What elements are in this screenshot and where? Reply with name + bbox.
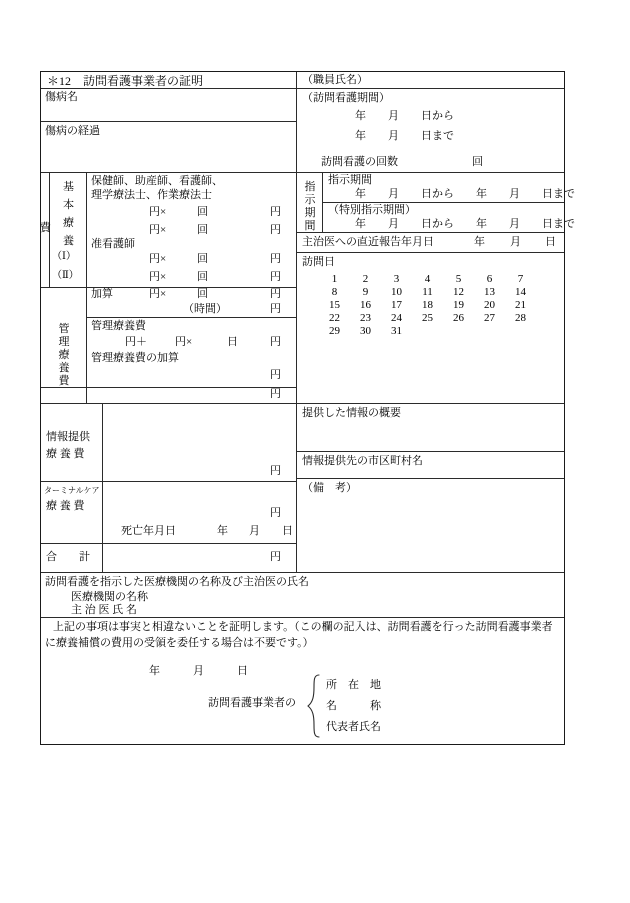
visit-day-15[interactable]: 15: [329, 299, 340, 311]
management-care-yen-plus[interactable]: 円＋: [125, 336, 147, 348]
institution-name-label: 医療機関の名称: [71, 591, 148, 603]
visit-day-22[interactable]: 22: [329, 312, 340, 324]
management-care-label-col: [41, 318, 87, 388]
provided-info-summary-cell[interactable]: [297, 404, 564, 452]
basic-care-row2-yen[interactable]: 円: [270, 224, 281, 236]
provided-info-summary-label: 提供した情報の概要: [302, 407, 401, 419]
visit-day-10[interactable]: 10: [391, 286, 402, 298]
visit-day-29[interactable]: 29: [329, 325, 340, 337]
basic-care-vertical-label: 基 本 療 養: [63, 181, 74, 247]
header-number: ＊12: [47, 74, 72, 88]
management-care-title: 管理療養費: [91, 320, 146, 332]
latest-report-cell[interactable]: [297, 233, 564, 253]
visit-day-23[interactable]: 23: [360, 312, 371, 324]
visit-day-2[interactable]: 2: [362, 273, 369, 285]
certification-line-2: に療養補償の費用の受領を委任する場合は不要です。）: [45, 637, 314, 649]
basic-care-outer-label: 費: [40, 222, 51, 234]
remarks-label: （備 考）: [302, 482, 357, 494]
visit-day-3[interactable]: 3: [393, 273, 400, 285]
basic-care-staff-line-1: 保健師、助産師、看護師、: [91, 175, 223, 187]
basic-care-row4-times-unit[interactable]: 回: [197, 271, 208, 283]
information-care-yen[interactable]: 円: [270, 465, 281, 477]
terminal-care-amount-cell[interactable]: [103, 482, 297, 544]
injury-name-label: 傷病名: [45, 91, 78, 103]
management-care-day-unit[interactable]: 日: [227, 336, 238, 348]
visiting-nursing-certification-form: [40, 71, 575, 745]
basic-care-row4-yen-times[interactable]: 円×: [149, 271, 167, 283]
visit-day-19[interactable]: 19: [453, 299, 464, 311]
basic-care-row3-yen-times[interactable]: 円×: [149, 253, 167, 265]
addition-label-spacer: [41, 288, 87, 318]
provided-info-municipality-label: 情報提供先の市区町村名: [302, 455, 423, 467]
nursing-period-from[interactable]: 年 月 日から: [355, 110, 454, 122]
terminal-care-label-1: ターミナルケア: [44, 486, 100, 495]
institution-cell[interactable]: [41, 573, 564, 618]
visit-day-8[interactable]: 8: [331, 286, 338, 298]
instruction-period-title: 指示期間: [328, 174, 372, 186]
provider-field-name[interactable]: 名 称: [326, 700, 381, 712]
terminal-care-label-2: 療 養 費: [46, 500, 85, 512]
certification-line-1: 上記の事項は事実と相違ないことを証明します。（この欄の記入は、訪問看護を行った訪問看護事業者: [53, 621, 553, 633]
visit-day-1[interactable]: 1: [331, 273, 338, 285]
management-care-yen-times[interactable]: 円×: [175, 336, 193, 348]
visit-day-18[interactable]: 18: [422, 299, 433, 311]
attending-doctor-label: 主 治 医 氏 名: [71, 604, 137, 616]
visit-day-24[interactable]: 24: [391, 312, 402, 324]
visit-days-grid[interactable]: [319, 273, 536, 338]
visit-day-4[interactable]: 4: [424, 273, 431, 285]
total-label: 合 計: [46, 551, 90, 563]
basic-care-row1-yen[interactable]: 円: [270, 206, 281, 218]
basic-care-row4-yen[interactable]: 円: [270, 271, 281, 283]
latest-report-month[interactable]: 月: [510, 236, 521, 248]
injury-name-cell[interactable]: [41, 89, 297, 122]
basic-care-label-col: [50, 173, 87, 288]
visit-day-25[interactable]: 25: [422, 312, 433, 324]
latest-report-year[interactable]: 年: [474, 236, 485, 248]
terminal-care-yen[interactable]: 円: [270, 507, 281, 519]
injury-course-cell[interactable]: [41, 122, 297, 173]
visit-day-14[interactable]: 14: [515, 286, 526, 298]
latest-report-label: 主治医への直近報告年月日: [302, 236, 434, 248]
nursing-period-title: （訪問看護期間）: [302, 92, 390, 104]
visit-count-unit[interactable]: 回: [472, 156, 483, 168]
information-care-label-col: [41, 404, 103, 482]
basic-care-addition-times-unit[interactable]: 回: [197, 288, 208, 300]
visit-day-9[interactable]: 9: [362, 286, 369, 298]
management-care-yen[interactable]: 円: [270, 336, 281, 348]
basic-care-time-label: （時間）: [183, 303, 227, 315]
instruction-period-range[interactable]: 年 月 日から 年 月 日まで: [355, 188, 575, 200]
provider-label: 訪問看護事業者の: [208, 697, 296, 709]
basic-care-row2-yen-times[interactable]: 円×: [149, 224, 167, 236]
visit-day-17[interactable]: 17: [391, 299, 402, 311]
nursing-period-cell: [297, 89, 564, 173]
management-care-addition-yen-1[interactable]: 円: [270, 369, 281, 381]
visit-day-31[interactable]: 31: [391, 325, 402, 337]
visit-days-cell: [297, 253, 564, 404]
visit-count-label: 訪問看護の回数: [321, 156, 398, 168]
information-care-label-2: 療 養 費: [46, 448, 85, 460]
visit-day-28[interactable]: 28: [515, 312, 526, 324]
terminal-care-label-col: [41, 482, 103, 544]
instruction-period-special-range[interactable]: 年 月 日から 年 月 日まで: [355, 218, 575, 230]
visit-day-7[interactable]: 7: [517, 273, 524, 285]
basic-care-roman-1: （Ⅰ）: [52, 251, 76, 262]
death-date-month[interactable]: 月: [249, 525, 260, 537]
visit-day-27[interactable]: 27: [484, 312, 495, 324]
basic-care-assistant-nurse-label: 准看護師: [91, 238, 135, 250]
management-care-addition-yen-2[interactable]: 円: [270, 388, 281, 400]
instruction-period-special-title: （特別指示期間）: [328, 204, 416, 216]
institution-heading: 訪問看護を指示した医療機関の名称及び主治医の氏名: [45, 576, 309, 588]
death-date-year[interactable]: 年: [217, 525, 228, 537]
visit-day-30[interactable]: 30: [360, 325, 371, 337]
nursing-period-to[interactable]: 年 月 日まで: [355, 130, 454, 142]
injury-course-label: 傷病の経過: [45, 125, 100, 137]
basic-care-row2-times-unit[interactable]: 回: [197, 224, 208, 236]
basic-care-row1-times-unit[interactable]: 回: [197, 206, 208, 218]
staff-name-label: （職員氏名）: [302, 74, 368, 86]
basic-care-staff-line-2: 理学療法士、作業療法士: [91, 189, 212, 201]
basic-care-content: [87, 173, 297, 288]
provider-field-location[interactable]: 所 在 地: [326, 679, 381, 691]
management-care-content: [87, 318, 297, 388]
basic-care-outer-col: [41, 173, 50, 288]
provider-field-representative[interactable]: 代表者氏名: [326, 721, 381, 733]
brace-icon: [306, 674, 322, 738]
visit-day-13[interactable]: 13: [484, 286, 495, 298]
death-date-label: 死亡年月日: [121, 525, 176, 537]
remarks-cell[interactable]: [297, 479, 564, 573]
instruction-period-label-col: [297, 173, 323, 233]
death-date-day[interactable]: 日: [282, 525, 293, 537]
total-yen[interactable]: 円: [270, 551, 281, 563]
visit-day-12[interactable]: 12: [453, 286, 464, 298]
visit-day-6[interactable]: 6: [486, 273, 493, 285]
provided-info-municipality-cell[interactable]: [297, 452, 564, 479]
staff-name-cell: [297, 72, 564, 89]
information-care-label-1: 情報提供: [46, 431, 90, 443]
basic-care-addition-row: [87, 288, 297, 318]
basic-care-time-yen[interactable]: 円: [270, 303, 281, 315]
visit-day-20[interactable]: 20: [484, 299, 495, 311]
management-care-tail-row: [87, 388, 297, 404]
basic-care-row1-yen-times[interactable]: 円×: [149, 206, 167, 218]
basic-care-addition-yen[interactable]: 円: [270, 288, 281, 300]
visit-day-5[interactable]: 5: [455, 273, 462, 285]
basic-care-addition-yen-times[interactable]: 円×: [149, 288, 167, 300]
latest-report-day[interactable]: 日: [545, 236, 556, 248]
management-care-addition-title: 管理療養費の加算: [91, 352, 179, 364]
certification-cell: [41, 618, 564, 744]
total-label-col: [41, 544, 103, 573]
information-care-amount-cell[interactable]: [103, 404, 297, 482]
basic-care-addition-label: 加算: [91, 288, 113, 300]
basic-care-row3-times-unit[interactable]: 回: [197, 253, 208, 265]
basic-care-roman-2: （Ⅱ）: [52, 270, 79, 281]
visit-days-label: 訪問日: [302, 256, 335, 268]
visit-day-21[interactable]: 21: [515, 299, 526, 311]
header-title-cell: [41, 72, 297, 89]
total-amount-cell[interactable]: [103, 544, 297, 573]
visit-day-26[interactable]: 26: [453, 312, 464, 324]
instruction-period-special-cell[interactable]: [323, 203, 575, 233]
instruction-period-normal-cell[interactable]: [323, 173, 575, 203]
instruction-period-vertical-label: 指 示 期 間: [304, 181, 316, 232]
management-care-vertical-label: 管 理 療 養 費: [58, 323, 70, 387]
management-care-tail-label: [41, 388, 87, 404]
visit-day-16[interactable]: 16: [360, 299, 371, 311]
certification-date-line[interactable]: 年 月 日: [149, 665, 248, 677]
header-title: 訪問看護事業者の証明: [83, 74, 204, 88]
basic-care-row3-yen[interactable]: 円: [270, 253, 281, 265]
visit-day-11[interactable]: 11: [422, 286, 433, 298]
